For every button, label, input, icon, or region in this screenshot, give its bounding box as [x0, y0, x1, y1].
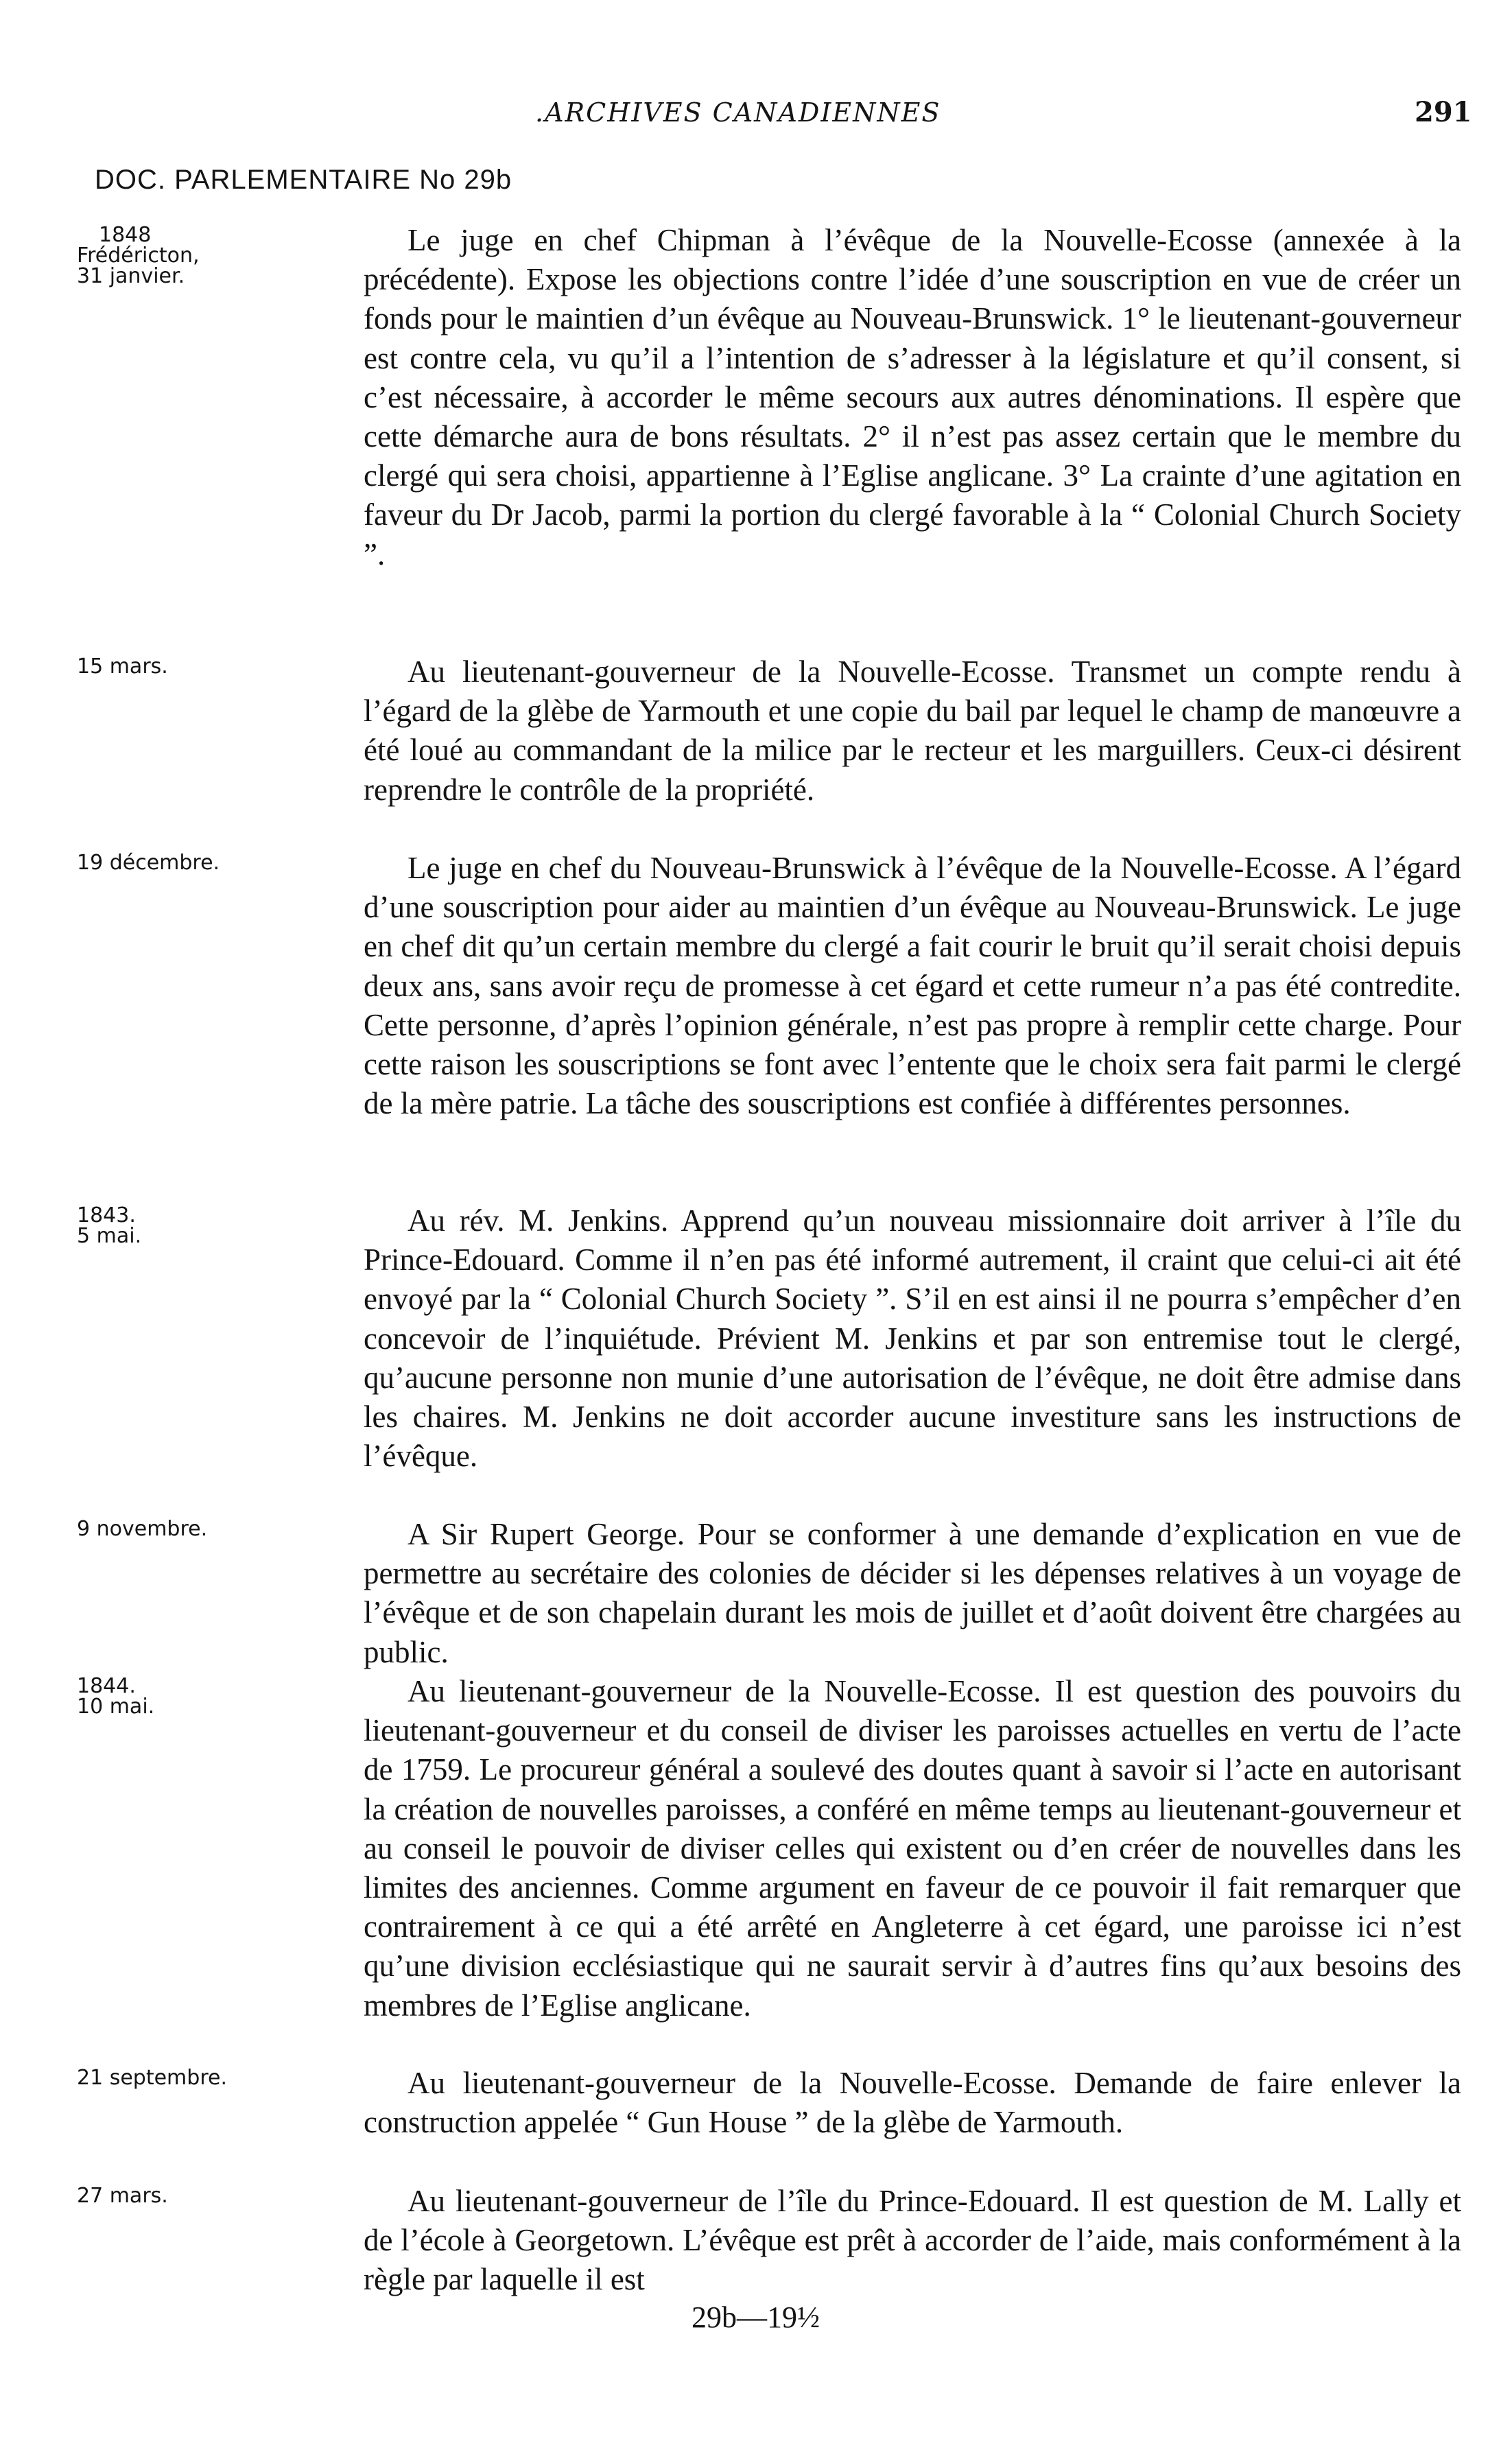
page-number: 291: [1415, 96, 1472, 128]
date-line: 1843.: [77, 1203, 136, 1227]
date-line: 10 mai.: [77, 1695, 155, 1719]
entry-text: A Sir Rupert George. Pour se conformer à une demande d’explication en vue de permettre au secrétaire des colonies de décider si les dépenses relatives à un voyage de l’évêque et de son chapelain durant les mois de juillet et d’août doivent être chargées au public.: [364, 1517, 1461, 1669]
date-line: Frédéricton,: [77, 244, 200, 268]
entry-text: Le juge en chef du Nouveau-Brunswick à l’évêque de la Nouvelle-Ecosse. A l’égard d’une souscription pour aider au maintien d’un évêque au Nouveau-Brunswick. Le juge en chef dit qu’un certain membre du clergé a fait courir le bruit qu’il serait choisi depuis deux ans, sans avoir reçu de promesse à cet égard et cette rumeur n’a pas été contredite. Cette personne, d’après l’opinion générale, n’est pas propre à remplir cette charge. Pour cette raison les souscriptions se font avec l’entente que le choix sera fait parmi le clergé de la mère patrie. La tâche des souscriptions est confiée à différentes personnes.: [364, 851, 1461, 1121]
date-line: 31 janvier.: [77, 264, 185, 288]
running-title: .ARCHIVES CANADIENNES: [535, 97, 941, 128]
date-line: 1844.: [77, 1674, 136, 1698]
entry-date: [77, 225, 283, 287]
entry-date: [77, 1205, 283, 1247]
date-line: 27 mars.: [77, 2184, 168, 2208]
entry-date: [77, 853, 283, 873]
entry-date: [77, 2186, 283, 2206]
entry-text: Au lieutenant-gouverneur de l’île du Prince-Edouard. Il est question de M. Lally et de l’école à Georgetown. L’évêque est prêt à accorder de l’aide, mais conformément à la règle par laquelle il est: [364, 2184, 1461, 2297]
date-line: 21 septembre.: [77, 2066, 227, 2090]
date-line: 15 mars.: [77, 655, 168, 679]
entry-date: [77, 657, 283, 677]
date-line: 9 novembre.: [77, 1517, 208, 1541]
entry-text: Au lieutenant-gouverneur de la Nouvelle-Ecosse. Demande de faire enlever la construction appelée “ Gun House ” de la glèbe de Yarmouth.: [364, 2066, 1461, 2140]
entry-text: Le juge en chef Chipman à l’évêque de la Nouvelle-Ecosse (annexée à la précédente). Expose les objections contre l’idée d’une souscription en vue de créer un fonds pour le maintien d’un évêque au Nouveau-Brunswick. 1° le lieutenant-gouverneur est contre cela, vu qu’il a l’intention de s’adresser à la législature et qu’il consent, si c’est nécessaire, à accorder le même secours aux autres dénominations. Il espère que cette démarche aura de bons résultats. 2° il n’est pas assez certain que le membre du clergé qui sera choisi, appartienne à l’Eglise anglicane. 3° La crainte d’une agitation en faveur du Dr Jacob, parmi la portion du clergé favorable à la “ Colonial Church Society ”.: [364, 223, 1461, 572]
entry-date: [77, 2068, 283, 2088]
entry-date: [77, 1519, 283, 1540]
date-line: 1848: [99, 223, 152, 247]
date-line: 5 mai.: [77, 1224, 142, 1248]
entry-text: Au lieutenant-gouverneur de la Nouvelle-Ecosse. Il est question des pouvoirs du lieutenant-gouverneur et du conseil de diviser les paroisses actuelles en vertu de l’acte de 1759. Le procureur général a soulevé des doutes quant à savoir si l’acte en autorisant la création de nouvelles paroisses, a conféré en même temps au lieutenant-gouverneur et au conseil le pouvoir de diviser celles qui existent ou d’en créer de nouvelles dans les limites des anciennes. Comme argument en faveur de ce pouvoir il fait remarquer que contrairement à ce qui a été arrêté en Angleterre à cet égard, une paroisse ici n’est qu’une division ecclésiastique qui ne saurait servir à d’autres fins qu’aux besoins des membres de l’Eglise anglicane.: [364, 1674, 1461, 2023]
page-signature: 29b—19½: [692, 2300, 820, 2334]
entry-text: Au lieutenant-gouverneur de la Nouvelle-Ecosse. Transmet un compte rendu à l’égard de la glèbe de Yarmouth et une copie du bail par lequel le champ de manœuvre a été loué au commandant de la milice par le recteur et les marguillers. Ceux-ci désirent reprendre le contrôle de la propriété.: [364, 655, 1461, 807]
entry-date: [77, 1676, 283, 1717]
date-line: 19 décembre.: [77, 851, 220, 875]
entry-text: Au rév. M. Jenkins. Apprend qu’un nouveau missionnaire doit arriver à l’île du Prince-Edouard. Comme il n’en pas été informé autrement, il craint que celui-ci ait été envoyé par la “ Colonial Church Society ”. S’il en est ainsi il ne pourra s’empêcher d’en concevoir de l’inquiétude. Prévient M. Jenkins et par son entremise tout le clergé, qu’aucune personne non munie d’une autorisation de l’évêque, ne doit être admise dans les chaires. M. Jenkins ne doit accorder aucune investiture sans les instructions de l’évêque.: [364, 1203, 1461, 1474]
document-label: DOC. PARLEMENTAIRE No 29b: [95, 165, 512, 195]
